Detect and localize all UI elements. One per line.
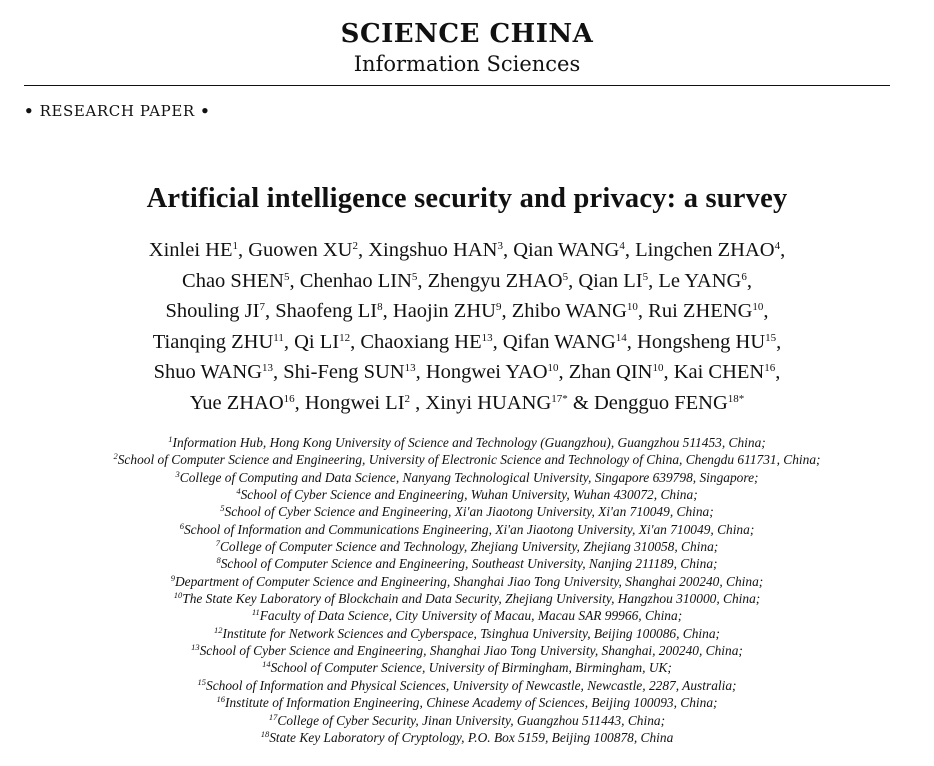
author-name: Le YANG: [658, 269, 742, 292]
author-separator: ,: [357, 239, 369, 261]
affiliation: [0, 521, 934, 538]
affiliation-text: School of Information and Communications Engineering, Xi'an Jiaotong University, Xi'an 710049, China;: [183, 521, 755, 537]
author-affiliation-mark: 6: [741, 270, 747, 283]
author-name: Tianqing ZHU: [152, 330, 274, 353]
author: [425, 392, 594, 414]
author-name: Shi-Feng SUN: [283, 361, 405, 384]
bullet-left: •: [24, 102, 35, 120]
author-separator: ,: [763, 300, 769, 323]
author-separator: ,: [283, 330, 295, 353]
author-name: Haojin ZHU: [392, 300, 496, 323]
author-name: Zhan QIN: [568, 361, 653, 384]
author-line: [0, 327, 934, 358]
affiliation-text: College of Computer Science and Technology, Zhejiang University, Zhejiang 310058, China;: [219, 539, 719, 555]
author-separator: ,: [775, 361, 781, 384]
affiliation: [0, 503, 934, 520]
author-affiliation-mark: 3: [497, 240, 503, 252]
author-name: Chaoxiang HE: [360, 330, 482, 353]
author-separator: ,: [776, 330, 782, 353]
author-name: Xingshuo HAN: [368, 239, 498, 261]
affiliation-text: Department of Computer Science and Engineering, Shanghai Jiao Tong University, Shanghai 200240, China;: [174, 573, 764, 589]
author-separator: ,: [294, 391, 305, 414]
author: [360, 331, 503, 353]
author-affiliation-mark: 15: [765, 331, 777, 344]
author-affiliation-mark: 8: [377, 301, 383, 314]
paper-type-label: RESEARCH PAPER: [39, 102, 195, 120]
affiliation: [0, 677, 934, 694]
affiliation-number: 6: [179, 520, 184, 531]
affiliation: [0, 642, 934, 659]
author-separator: ,: [568, 269, 579, 292]
author-affiliation-mark: 17*: [551, 392, 568, 405]
affiliation: [0, 659, 934, 676]
author-affiliation-mark: 13: [404, 362, 416, 375]
author: [368, 239, 513, 261]
author-name: Qian LI: [578, 269, 643, 292]
affiliation-text: College of Cyber Security, Jinan University, Guangzhou 511443, China;: [277, 712, 666, 728]
author: [149, 239, 248, 261]
author: [513, 239, 635, 261]
author: [637, 331, 781, 353]
author: [393, 300, 512, 322]
author: [182, 270, 300, 292]
author: [154, 361, 284, 383]
affiliation-text: School of Computer Science and Engineering, University of Electronic Science and Technology of China, Chengdu 611731, China;: [117, 452, 821, 468]
author-separator: ,: [624, 239, 636, 261]
author: [426, 361, 569, 383]
author-affiliation-mark: 5: [411, 270, 418, 283]
author-separator: ,: [382, 300, 393, 323]
affiliation: [0, 694, 934, 711]
author-name: Hongwei LI: [304, 391, 405, 414]
author: [283, 361, 426, 383]
affiliation-text: The State Key Laboratory of Blockchain and Data Security, Zhejiang University, Hangzhou 310000, China;: [182, 591, 761, 607]
author-name: Rui ZHENG: [648, 300, 753, 323]
author-affiliation-mark: 12: [339, 331, 351, 344]
author-name: Dengguo FENG: [593, 391, 728, 414]
author-separator: ,: [417, 269, 428, 292]
author-name: Xinlei HE: [148, 239, 233, 261]
affiliation-text: School of Cyber Science and Engineering, Xi'an Jiaotong University, Xi'an 710049, China;: [224, 504, 714, 520]
author: [305, 392, 426, 414]
affiliation: [0, 469, 934, 486]
affiliation-number: 16: [216, 694, 225, 705]
author-separator: ,: [492, 330, 503, 353]
author-line: [0, 296, 934, 327]
author-name: Qian WANG: [513, 239, 620, 261]
author: [578, 270, 658, 292]
affiliation: [0, 729, 934, 746]
author: [635, 239, 785, 261]
affiliation: [0, 607, 934, 624]
author: [153, 331, 294, 353]
author-affiliation-mark: 1: [232, 240, 238, 252]
author-name: Chenhao LIN: [299, 269, 412, 292]
journal-header: [0, 18, 934, 78]
author-affiliation-mark: 10: [752, 301, 764, 314]
author: [294, 331, 360, 353]
author-name: Yue ZHAO: [189, 391, 284, 414]
author-name: Shuo WANG: [153, 361, 263, 384]
author-affiliation-mark: 10: [547, 362, 559, 375]
affiliation-text: Institute of Information Engineering, Chinese Academy of Sciences, Beijing 100093, China;: [224, 695, 718, 711]
author-affiliation-mark: 16: [283, 392, 295, 405]
affiliation-text: School of Computer Science, University of Birmingham, Birmingham, UK;: [270, 660, 672, 676]
author-separator: ,: [264, 300, 276, 323]
affiliation-list: [0, 434, 934, 746]
author-list: [0, 235, 934, 419]
affiliation-text: School of Cyber Science and Engineering, Shanghai Jiao Tong University, Shanghai, 200240, China;: [199, 643, 743, 659]
affiliation-number: 13: [191, 642, 200, 653]
author-name: Shaofeng LI: [275, 300, 378, 323]
author-name: Hongsheng HU: [637, 330, 766, 353]
author: [428, 270, 579, 292]
author-line: [0, 357, 934, 388]
author-separator: ,: [558, 361, 569, 384]
author-name: Xinyi HUANG: [425, 391, 552, 414]
affiliation-number: 1: [168, 434, 173, 444]
author-separator: ,: [289, 269, 300, 292]
affiliation-text: Faculty of Data Science, City University of Macau, Macau SAR 99966, China;: [259, 608, 683, 624]
author-name: Hongwei YAO: [425, 361, 548, 384]
affiliation-text: School of Cyber Science and Engineering, Wuhan University, Wuhan 430072, China;: [240, 487, 698, 503]
author-affiliation-mark: 16: [764, 362, 776, 375]
journal-name: SCIENCE CHINA: [340, 19, 594, 49]
author-affiliation-mark: 5: [642, 270, 649, 283]
author-separator: ,: [273, 361, 284, 384]
author-separator: ,: [238, 239, 249, 261]
author: [594, 392, 744, 414]
author: [648, 300, 768, 322]
author-affiliation-mark: 2: [404, 392, 411, 405]
affiliation-number: 10: [173, 590, 183, 601]
author-separator: ,: [501, 300, 512, 323]
affiliation-number: 12: [213, 624, 223, 635]
author-affiliation-mark: 9: [495, 301, 502, 314]
affiliation-number: 11: [251, 607, 260, 618]
author-affiliation-mark: 13: [262, 362, 274, 375]
affiliation-text: School of Computer Science and Engineering, Southeast University, Nanjing 211189, China;: [220, 556, 718, 572]
author-separator: ,: [626, 330, 638, 353]
author-separator: ,: [415, 361, 426, 384]
author-name: Qi LI: [294, 330, 340, 353]
author-name: Shouling JI: [165, 300, 260, 323]
author-line: [0, 388, 934, 419]
author-separator: ,: [350, 330, 361, 353]
author: [248, 239, 368, 261]
author-affiliation-mark: 2: [352, 240, 358, 252]
author-affiliation-mark: 5: [562, 270, 569, 283]
author-separator: ,: [746, 269, 752, 292]
affiliation: [0, 486, 934, 503]
author-separator: &: [567, 391, 594, 414]
author-affiliation-mark: 4: [774, 240, 781, 252]
author-name: Chao SHEN: [182, 269, 284, 292]
affiliation: [0, 555, 934, 572]
affiliation-number: 4: [236, 486, 241, 497]
author-separator: ,: [780, 239, 786, 261]
author-affiliation-mark: 4: [619, 240, 625, 252]
author-affiliation-mark: 11: [273, 331, 284, 344]
author: [300, 270, 428, 292]
affiliation: [0, 625, 934, 642]
author-separator: ,: [663, 361, 674, 384]
author-affiliation-mark: 7: [259, 301, 265, 314]
affiliation-number: 3: [175, 468, 180, 479]
author: [512, 300, 648, 322]
author-line: [0, 235, 934, 266]
paper-type: [24, 102, 210, 120]
author-name: Qifan WANG: [502, 330, 616, 353]
header-rule: [24, 85, 890, 86]
affiliation: [0, 573, 934, 590]
affiliation: [0, 451, 934, 468]
author-affiliation-mark: 13: [481, 331, 493, 344]
journal-subtitle: Information Sciences: [353, 52, 581, 76]
affiliation-number: 2: [113, 451, 118, 462]
affiliation-number: 7: [215, 538, 220, 549]
author-name: Lingchen ZHAO: [635, 239, 775, 261]
author-name: Guowen XU: [248, 239, 353, 261]
author-name: Kai CHEN: [673, 361, 765, 384]
affiliation-text: Information Hub, Hong Kong University of Science and Technology (Guangzhou), Guangzhou 511453, China;: [172, 435, 766, 450]
author: [166, 300, 276, 322]
author: [674, 361, 781, 383]
author-separator: ,: [410, 391, 426, 414]
author: [658, 270, 752, 292]
author: [569, 361, 674, 383]
author-line: [0, 266, 934, 297]
author-separator: ,: [648, 269, 659, 292]
affiliation-number: 15: [197, 676, 207, 687]
author-affiliation-mark: 10: [652, 362, 664, 375]
affiliation-text: School of Information and Physical Sciences, University of Newcastle, Newcastle, 2287, Australia;: [206, 677, 737, 693]
affiliation: [0, 538, 934, 555]
affiliation-number: 9: [170, 572, 175, 583]
author-separator: ,: [502, 239, 514, 261]
affiliation-number: 8: [216, 555, 221, 566]
author: [190, 392, 305, 414]
bullet-right: •: [200, 102, 211, 120]
author-affiliation-mark: 5: [283, 270, 290, 283]
author-affiliation-mark: 14: [615, 331, 627, 344]
author: [275, 300, 393, 322]
author: [503, 331, 637, 353]
affiliation-number: 14: [262, 659, 271, 670]
author-name: Zhibo WANG: [511, 300, 627, 323]
affiliation-text: State Key Laboratory of Cryptology, P.O. Box 5159, Beijing 100878, China: [269, 729, 674, 745]
affiliation-number: 18: [260, 728, 270, 739]
affiliation: [0, 590, 934, 607]
affiliation-number: 5: [220, 503, 225, 514]
affiliation: [0, 434, 934, 451]
author-affiliation-mark: 10: [626, 301, 638, 314]
author-name: Zhengyu ZHAO: [427, 269, 563, 292]
affiliation: [0, 712, 934, 729]
affiliation-number: 17: [268, 711, 278, 722]
author-affiliation-mark: 18*: [727, 392, 745, 405]
paper-title: Artificial intelligence security and privacy: a survey: [146, 183, 788, 214]
affiliation-text: College of Computing and Data Science, Nanyang Technological University, Singapore 639798, Singapore;: [179, 469, 759, 485]
author-separator: ,: [637, 300, 649, 323]
affiliation-text: Institute for Network Sciences and Cyberspace, Tsinghua University, Beijing 100086, China;: [222, 625, 720, 641]
